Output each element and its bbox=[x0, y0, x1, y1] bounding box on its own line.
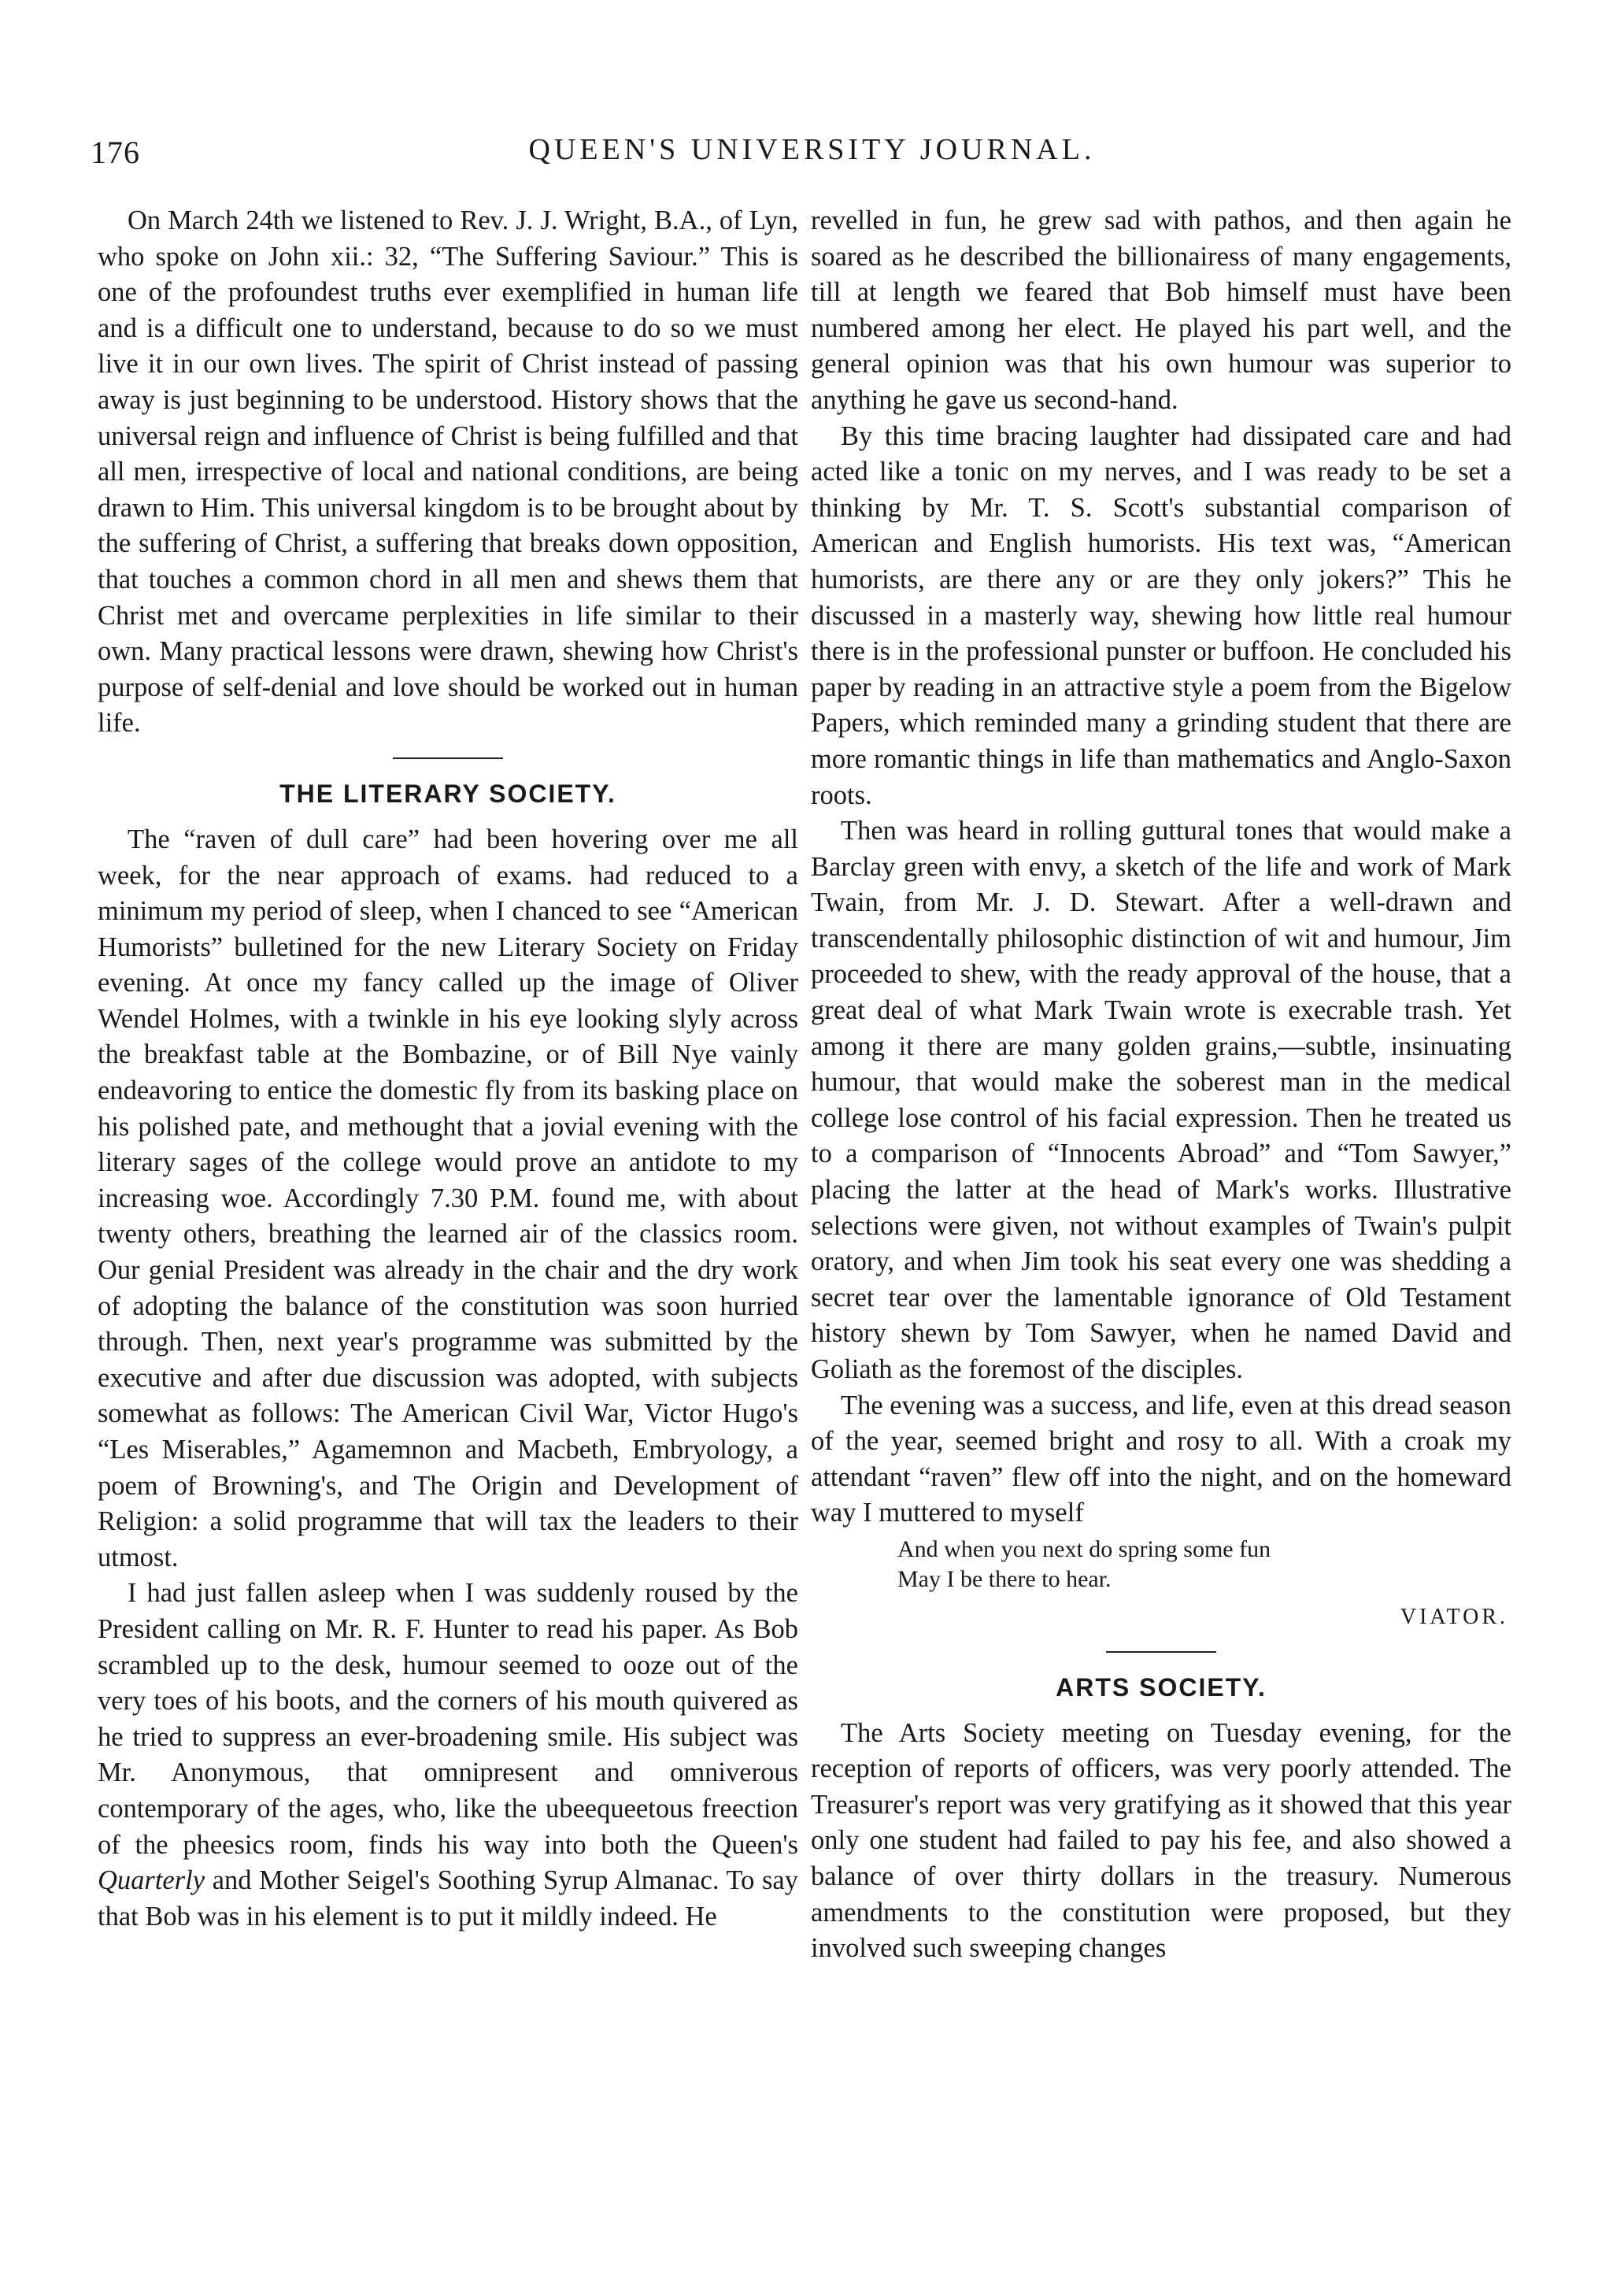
arts-society-heading: ARTS SOCIETY. bbox=[1056, 1672, 1267, 1702]
paragraph-evening-close: The evening was a success, and life, even at this dread season of the year, seemed bright and rosy to all. With a croak my attendant “raven” flew off into the night, and on the homeward way I muttered to myself bbox=[811, 1390, 1511, 1528]
verse-line: And when you next do spring some fun bbox=[897, 1535, 1271, 1562]
hunter-text-before: I had just fallen asleep when I was suddenly roused by the President calling on Mr. R. F. Hunter to read his paper. As Bob scrambled up to the desk, humour seemed to ooze out of the very toes of his boots, and the corners of his mouth quivered as he tried to suppress an ever-broadening smile. His subject was Mr. Anonymous, that omnipresent and omniverous contemporary of the ages, who, like the ubeequeetous freection of the pheesics room, finds his way into both the Queen's bbox=[98, 1578, 798, 1860]
hunter-text-after: and Mother Seigel's Soothing Syrup Almanac. To say that Bob was in his element is to put it mildly indeed. He bbox=[98, 1865, 798, 1931]
quarterly-title: Quarterly bbox=[98, 1865, 205, 1896]
running-title: QUEEN'S UNIVERSITY JOURNAL. bbox=[528, 133, 1096, 166]
literary-society-heading: THE LITERARY SOCIETY. bbox=[279, 779, 616, 808]
page-number: 176 bbox=[91, 135, 140, 170]
right-column bbox=[811, 203, 1511, 1967]
paragraph-sermon: On March 24th we listened to Rev. J. J. Wright, B.A., of Lyn, who spoke on John xii.: 32, “The Suffering Saviour.” This is one of the profoundest truths ever exemplified in human life and is a difficult one to understand, because to do so we must live it in our own lives. The spirit of Christ instead of passing away is just beginning to be understood. History shows that the universal reign and influence of Christ is being fulfilled and that all men, irrespective of local and national conditions, are being drawn to Him. This universal kingdom is to be brought about by the suffering of Christ, a suffering that breaks down opposition, that touches a common chord in all men and shews them that Christ met and overcame perplexities in life similar to their own. Many practical lessons were drawn, shewing how Christ's purpose of self-denial and love should be worked out in human life. bbox=[98, 206, 798, 739]
verse-line: May I be there to hear. bbox=[897, 1565, 1112, 1592]
author-signature: VIATOR. bbox=[1400, 1604, 1508, 1629]
left-column bbox=[98, 203, 798, 1935]
paragraph-arts-society: The Arts Society meeting on Tuesday evening, for the reception of reports of officers, was very poorly attended. The Treasurer's report was very gratifying as it showed that this year only one student had failed to pay his fee, and also showed a balance of over thirty dollars in the treasury. Numerous amendments to the constitution were proposed, but they involved such sweeping changes bbox=[811, 1717, 1511, 1964]
paragraph-hunter-continued: revelled in fun, he grew sad with pathos, and then again he soared as he described the billionairess of many engagements, till at length we feared that Bob himself must have been numbered among her elect. He played his part well, and the general opinion was that his own humour was superior to anything he gave us second-hand. bbox=[811, 206, 1511, 415]
paragraph-literary-intro: The “raven of dull care” had been hovering over me all week, for the near approach of exams. had reduced to a minimum my period of sleep, when I chanced to see “American Humorists” bulletined for the new Literary Society on Friday evening. At once my fancy called up the image of Oliver Wendel Holmes, with a twinkle in his eye looking slyly across the breakfast table at the Bombazine, or of Bill Nye vainly endeavoring to entice the domestic fly from its basking place on his polished pate, and methought that a jovial evening with the literary sages of the college would prove an antidote to my increasing woe. Accordingly 7.30 P.M. found me, with about twenty others, breathing the learned air of the classics room. Our genial President was already in the chair and the dry work of adopting the balance of the constitution was soon hurried through. Then, next year's programme was submitted by the executive and after due discussion was adopted, with subjects somewhat as follows: The American Civil War, Victor Hugo's “Les Miserables,” Agamemnon and Macbeth, Embryology, a poem of Browning's, and The Origin and Development of Religion: a solid programme that will tax the leaders to their utmost. bbox=[98, 824, 798, 1572]
paragraph-stewart-paper: Then was heard in rolling guttural tones that would make a Barclay green with envy, a sketch of the life and work of Mark Twain, from Mr. J. D. Stewart. After a well-drawn and transcendentally philosophic distinction of wit and humour, Jim proceeded to shew, with the ready approval of the house, that a great deal of what Mark Twain wrote is execrable trash. Yet among it there are many golden grains,—subtle, insinuating humour, that would make the soberest man in the medical college lose control of his facial expression. Then he treated us to a comparison of “Innocents Abroad” and “Tom Sawyer,” placing the latter at the head of Mark's works. Illustrative selections were given, not without examples of Twain's pulpit oratory, and when Jim took his seat every one was shedding a secret tear over the lamentable ignorance of Old Testament history shewn by Tom Sawyer, when he named David and Goliath as the foremost of the disciples. bbox=[811, 816, 1511, 1384]
paragraph-hunter-paper bbox=[98, 1576, 798, 1935]
section-divider bbox=[393, 757, 503, 759]
section-divider bbox=[1106, 1651, 1216, 1653]
paragraph-scott-paper: By this time bracing laughter had dissipated care and had acted like a tonic on my nerves, and I was ready to be set a thinking by Mr. T. S. Scott's substantial comparison of American and English humorists. His text was, “American humorists, are there any or are they only jokers?” This he discussed in a masterly way, shewing how little real humour there is in the professional punster or buffoon. He concluded his paper by reading in an attractive style a poem from the Bigelow Papers, which reminded many a grinding student that there are more romantic things in life than mathematics and Anglo-Saxon roots. bbox=[811, 420, 1511, 810]
verse-quote bbox=[897, 1535, 1511, 1594]
